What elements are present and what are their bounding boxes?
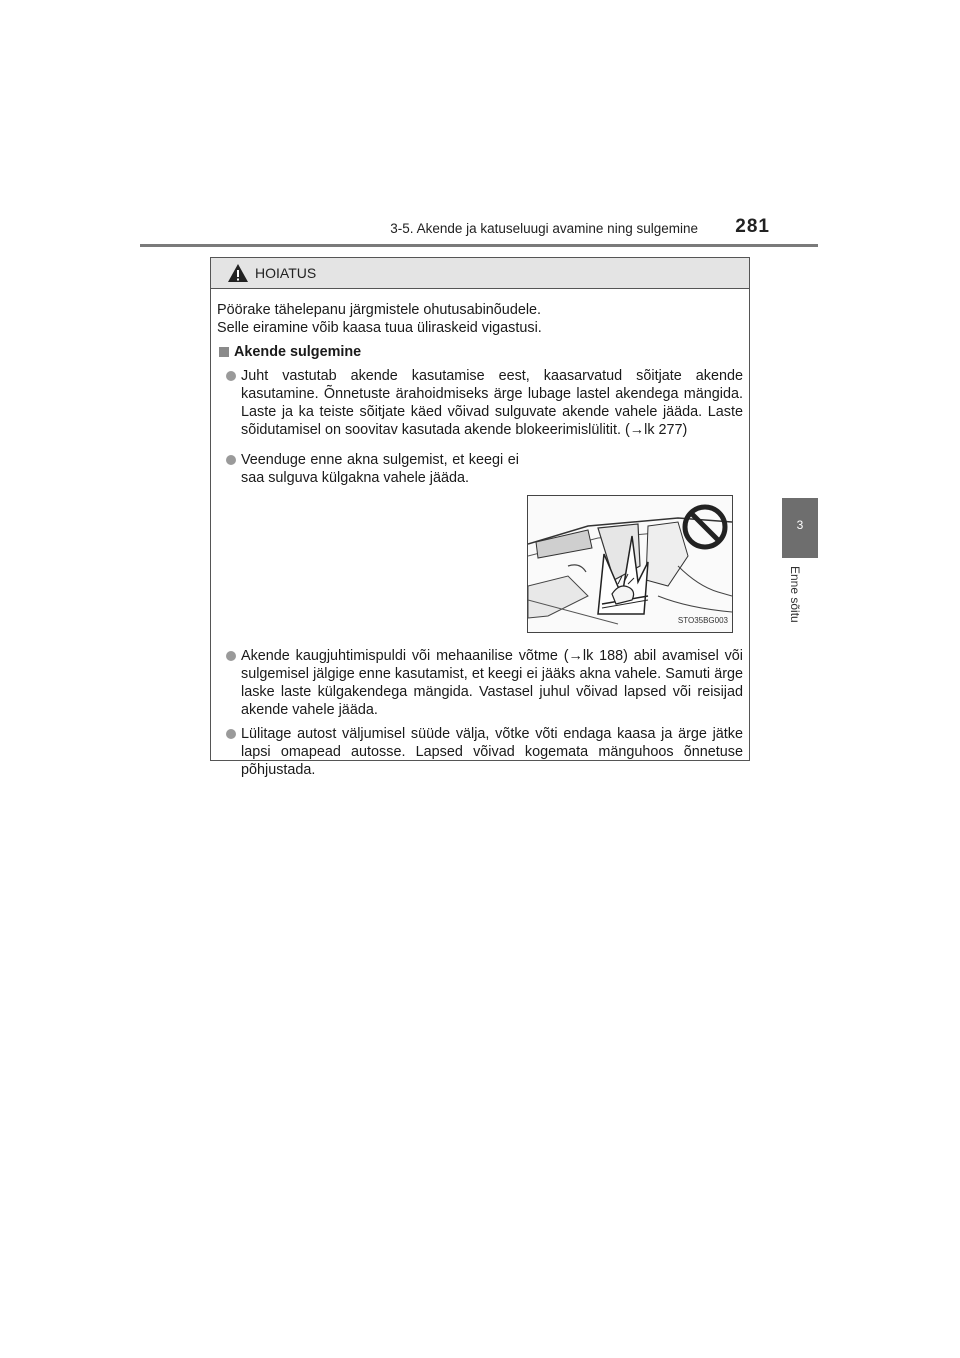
bullet-dot-icon: [226, 729, 236, 739]
square-bullet-icon: [219, 347, 229, 357]
chapter-tab: [782, 498, 818, 558]
bullet-dot-icon: [226, 455, 236, 465]
illustration-hand-in-window: [527, 495, 733, 633]
page-header: [140, 214, 818, 244]
warning-box: [210, 257, 750, 778]
subheading: [217, 343, 743, 361]
bullet-item-4: [217, 725, 743, 779]
section-title: 3-5. Akende ja katuseluugi avamine ning sulgemine: [390, 221, 698, 236]
bullet-text-2: Veenduge enne akna sulgemist, et keegi ei saa sulguva külgakna vahele jääda.: [241, 452, 519, 486]
bullet-text-3: Akende kaugjuhtimispuldi või mehaanilise võtme (→lk 188) abil avamisel või sulgemisel jälgige enne kasutamist, et keegi ei jääks akna vahele. Samuti ärge laske laste külgakendega mängida. Vastasel juhul võivad lapsed või reisijad akende vahele jääda.: [241, 648, 743, 718]
bullet-text-4: Lülitage autost väljumisel süüde välja, võtke võti endaga kaasa ja ärge jätke lapsi omapead autosse. Lapsed võivad kogemata mänguhoos õnnetuse põhjustada.: [241, 726, 743, 778]
warning-body: [211, 289, 749, 778]
bullet-dot-icon: [226, 371, 236, 381]
warning-triangle-icon: [227, 263, 249, 283]
bullet-dot-icon: [226, 651, 236, 661]
prohibited-icon: [680, 502, 730, 552]
intro-line-1: Pöörake tähelepanu järgmistele ohutusabinõudele.: [217, 302, 542, 318]
subheading-text: Akende sulgemine: [234, 344, 362, 360]
bullet-text-1: Juht vastutab akende kasutamise eest, kaasarvatud sõitjate akende kasutamine. Õnnetuste ärahoidmiseks ärge lubage lastel akendega mängida. Laste ja ka teiste sõitjate käed võivad sulguvate akende vahele jääda. Laste sõidutamisel on soovitav kasutada akende blokeerimislülitit. (→lk 277): [241, 368, 743, 438]
bullet-item-2: [217, 451, 519, 487]
bottom-bullets: [217, 647, 743, 785]
warning-title: HOIATUS: [255, 265, 317, 281]
page-number: 281: [735, 216, 770, 237]
intro-line-2: Selle eiramine võib kaasa tuua üliraskeid vigastusi.: [217, 320, 542, 336]
bullet-item-3: [217, 647, 743, 719]
bullet-item-1: [217, 367, 743, 439]
header-rule: [140, 244, 818, 247]
figure-code: STO35BG003: [677, 616, 728, 625]
warning-header: [211, 258, 749, 289]
chapter-label: Enne sõitu: [788, 566, 802, 623]
chapter-number: 3: [796, 518, 804, 532]
